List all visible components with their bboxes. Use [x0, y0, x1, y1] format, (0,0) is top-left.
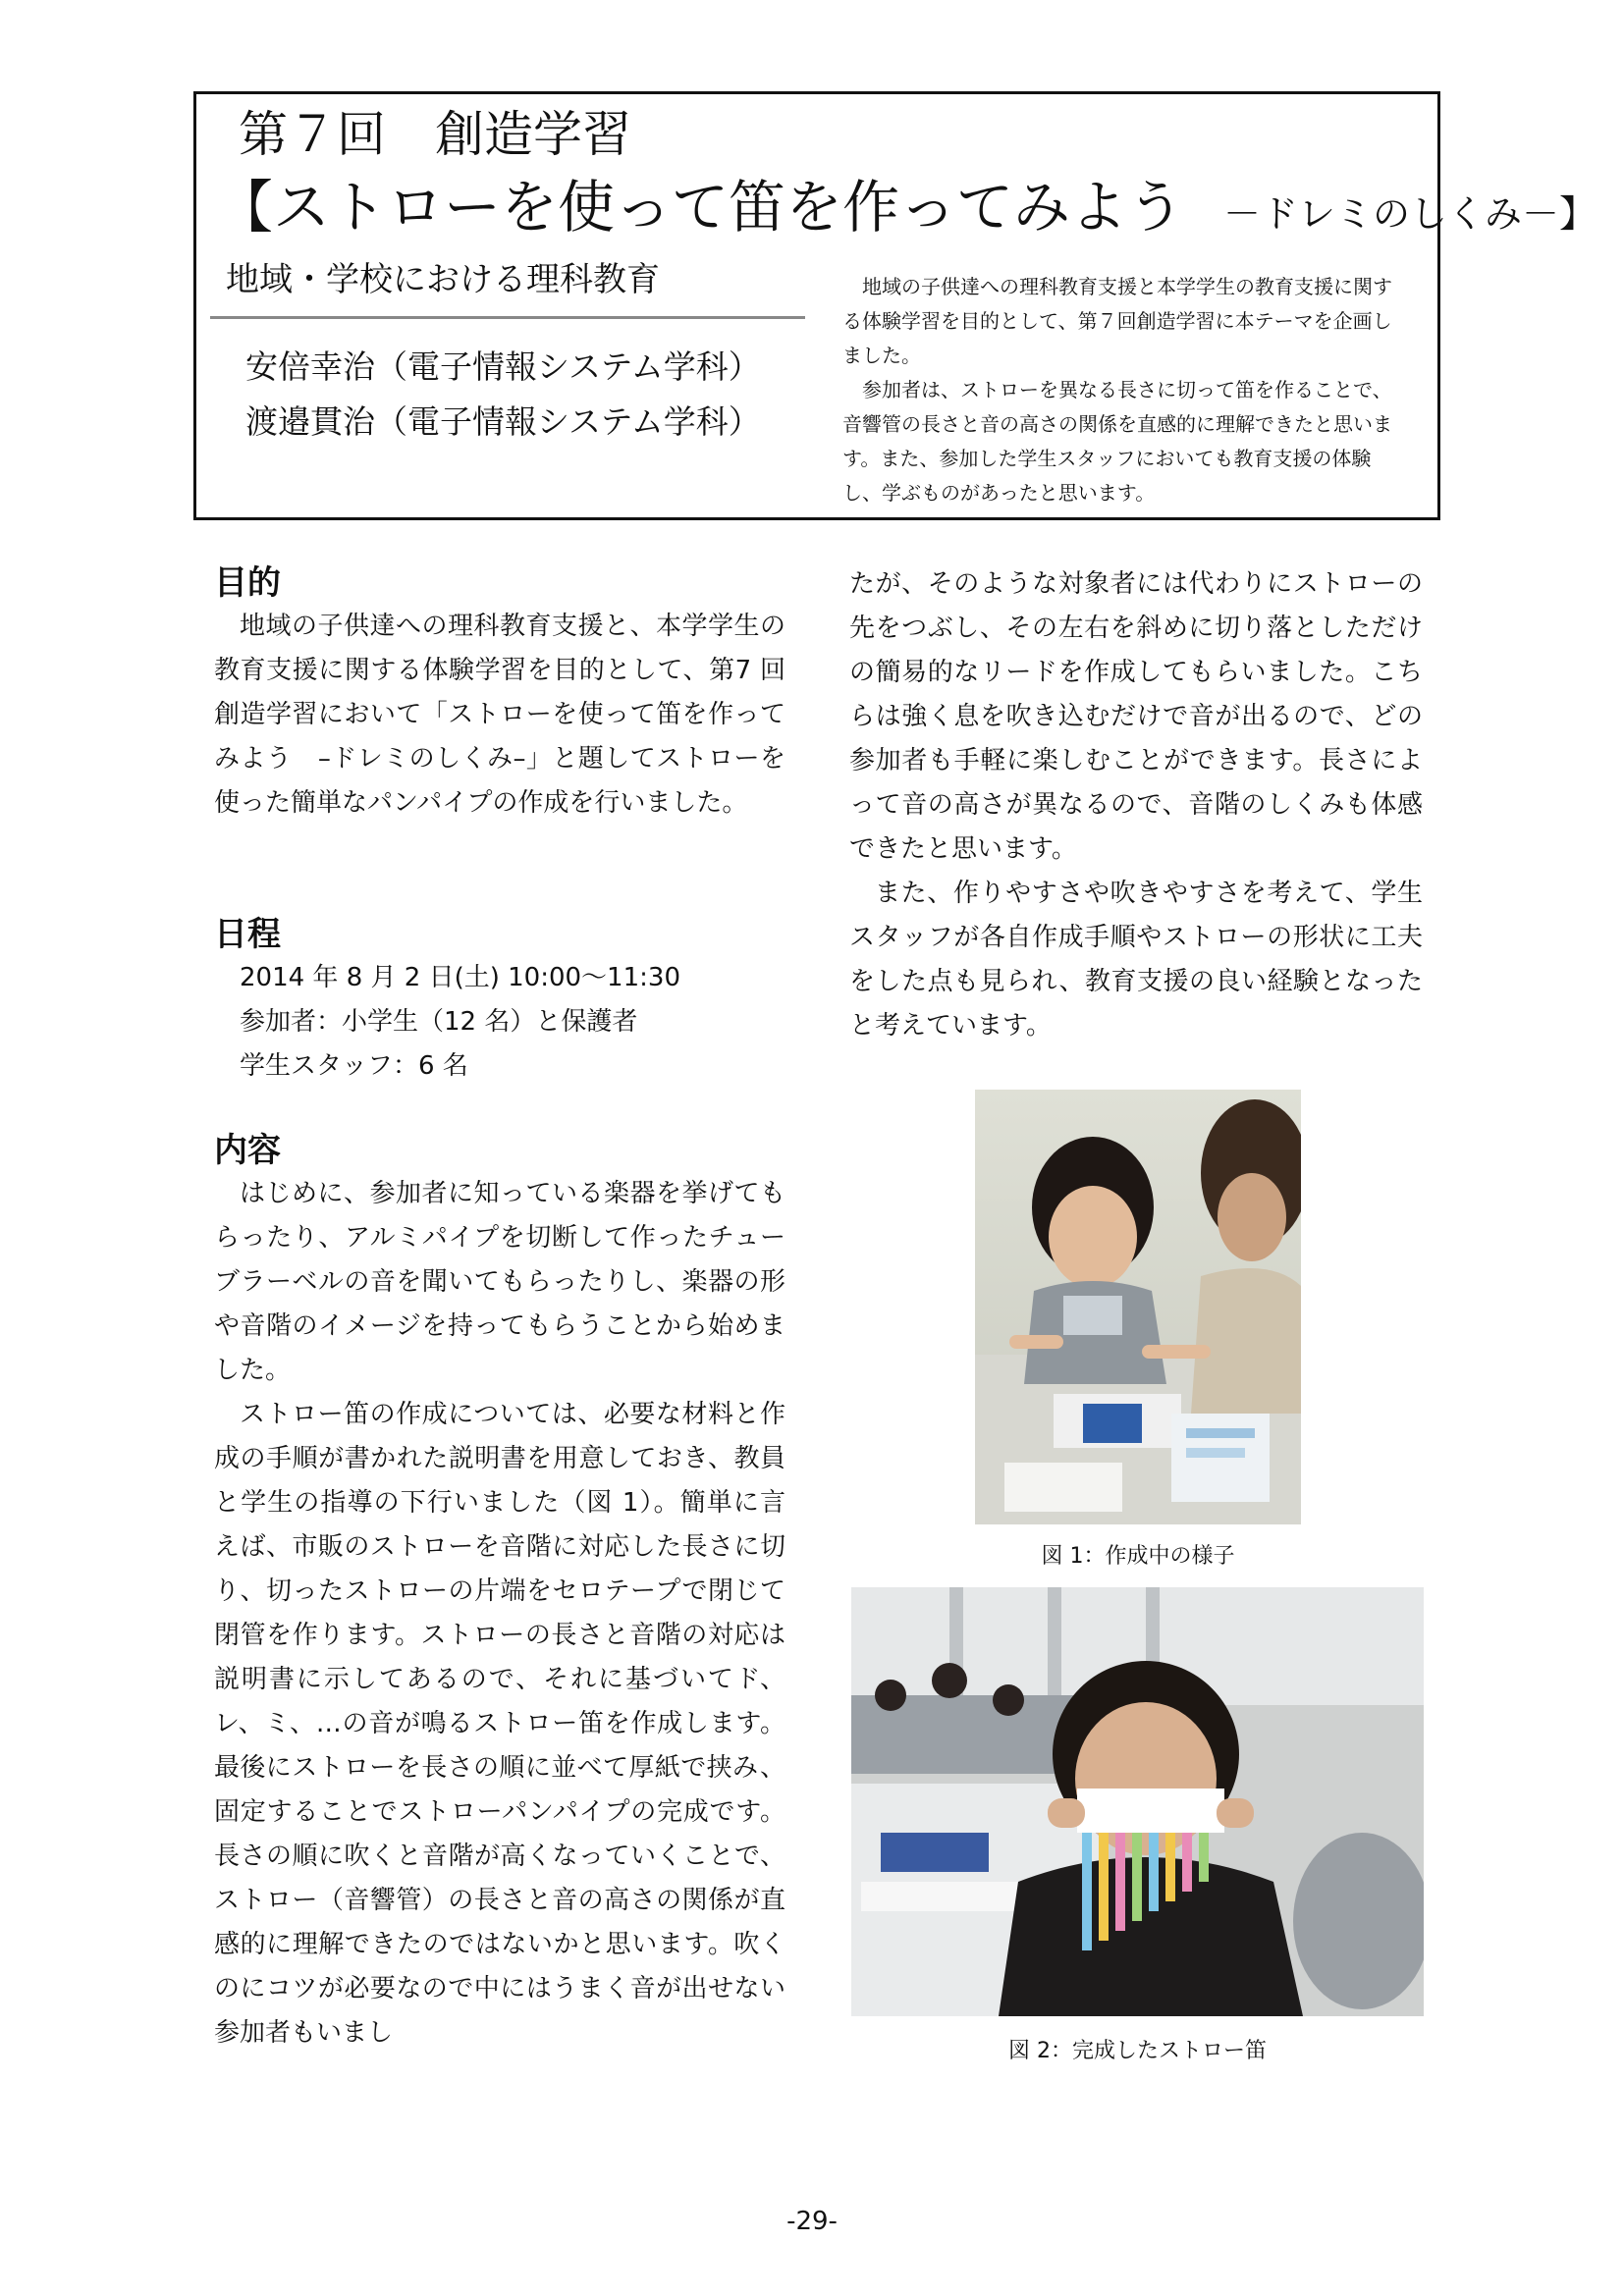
- schedule-list: [214, 956, 785, 1089]
- schedule-date: 2014 年 8 月 2 日(土) 10:00～11:30: [240, 963, 680, 992]
- continued-paragraph-2: また、作りやすさや吹きやすさを考えて、学生スタッフが各自作成手順やストローの形状に工夫をした点も見られ、教育支援の良い経験となったと考えています。: [849, 879, 1423, 1041]
- author-2: 渡邉貫治（電子情報システム学科）: [245, 402, 761, 441]
- figure-2-illustration: [851, 1587, 1424, 2016]
- content-paragraph-2: ストロー笛の作成については、必要な材料と作成の手順が書かれた説明書を用意しておき、教員と学生の指導の下行いました（図 1）。簡単に言えば、市販のストローを音階に対応した長さに切り、切ったストローの片端をセロテープで閉じて閉管を作ります。ストローの長さと音階の対応は説明書に示してあるので、それに基づいてド、レ、ミ、…の音が鳴るストロー笛を作成します。最後にストローを長さの順に並べて厚紙で挟み、固定することでストローパンパイプの完成です。長さの順に吹くと音階が高くなっていくことで、ストロー（音響管）の長さと音の高さの関係が直感的に理解できたのではないかと思います。吹くのにコツが必要なので中にはうまく音が出せない参加者もいまし: [214, 1400, 785, 2048]
- content-paragraph-1: はじめに、参加者に知っている楽器を挙げてもらったり、アルミパイプを切断して作ったチューブラーベルの音を聞いてもらったりし、楽器の形や音階のイメージを持ってもらうことから始めました。: [214, 1179, 785, 1385]
- abstract-paragraph-2: 参加者は、ストローを異なる長さに切って笛を作ることで、音響管の長さと音の高さの関係を直感的に理解できたと思います。また、参加した学生スタッフにおいても教育支援の体験し、学ぶものがあったと思います。: [842, 378, 1392, 505]
- title-subtitle: －ドレミのしくみ－】: [1223, 192, 1597, 236]
- continued-paragraph-1: たが、そのような対象者には代わりにストローの先をつぶし、その左右を斜めに切り落としただけの簡易的なリードを作成してもらいました。こちらは強く息を吹き込むだけで音が出るので、どの参加者も手軽に楽しむことができます。長さによって音の高さが異なるので、音階のしくみも体感できたと思います。: [849, 569, 1423, 864]
- schedule-participants: 参加者：小学生（12 名）と保護者: [240, 1007, 638, 1037]
- author-1: 安倍幸治（電子情報システム学科）: [245, 347, 761, 386]
- title-main: 【ストローを使って笛を作ってみよう: [216, 174, 1185, 240]
- category-divider: [210, 316, 805, 319]
- figure-2-caption: 図 2：完成したストロー笛: [1008, 2039, 1267, 2063]
- figure-1-caption: 図 1：作成中の様子: [1041, 1544, 1235, 1569]
- abstract: [842, 270, 1392, 510]
- figure-2-photo: [851, 1587, 1424, 2016]
- figure-1-photo: [975, 1090, 1301, 1524]
- page-number: -29-: [786, 2207, 838, 2236]
- title-line1: 第７回 創造学習: [239, 106, 631, 163]
- schedule-section: [214, 913, 785, 1089]
- page-title: [216, 174, 1597, 240]
- purpose-heading: 目的: [214, 563, 281, 603]
- content-section: [214, 1129, 785, 2056]
- schedule-staff: 学生スタッフ：6 名: [240, 1051, 468, 1081]
- content-heading: 内容: [214, 1131, 281, 1170]
- schedule-heading: 日程: [214, 915, 281, 954]
- abstract-paragraph-1: 地域の子供達への理科教育支援と本学学生の教育支援に関する体験学習を目的として、第７回創造学習に本テーマを企画しました。: [842, 275, 1392, 367]
- purpose-body: 地域の子供達への理科教育支援と、本学学生の教育支援に関する体験学習を目的として、第7 回創造学習において「ストローを使って笛を作ってみよう –ドレミのしくみ–」と題してストローを使った簡単なパンパイプの作成を行いました。: [214, 612, 785, 818]
- figure-1-illustration: [975, 1090, 1301, 1524]
- right-column: [849, 562, 1423, 1048]
- category-label: 地域・学校における理科教育: [226, 260, 660, 299]
- left-column: [214, 561, 785, 826]
